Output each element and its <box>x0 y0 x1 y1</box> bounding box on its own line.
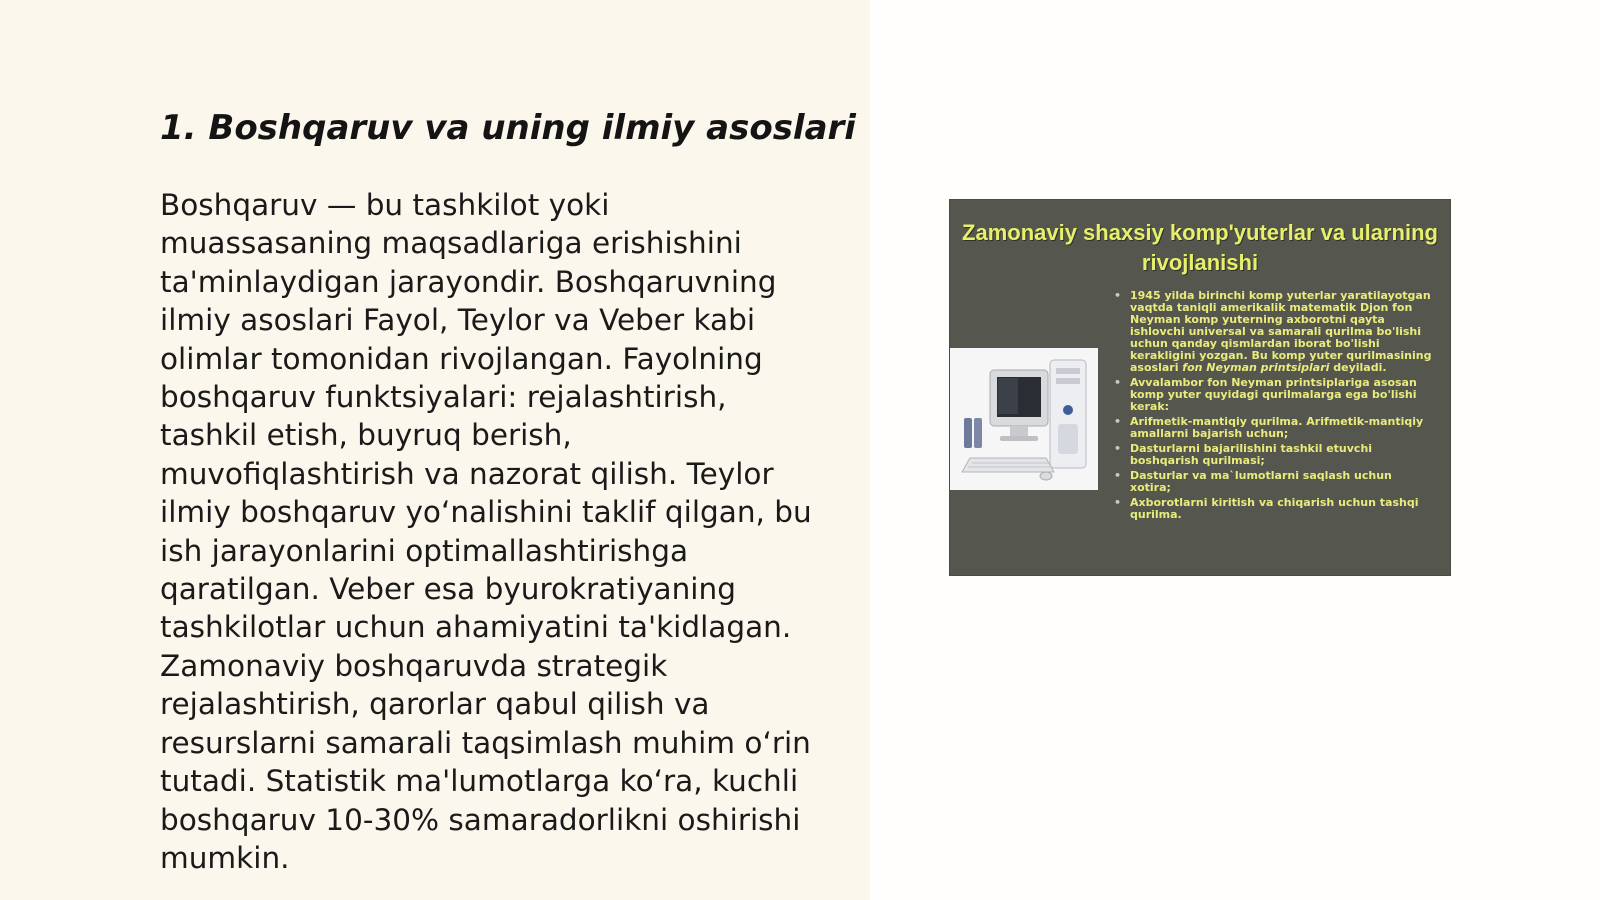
list-item: • 1945 yilda birinchi komp yuterlar yaratilayotgan vaqtda taniqli amerikalik matematik Djon fon Neyman komp yuterning axborotni qayta ishlovchi universal va samarali qurilma bo'lishi uchun qanday qismlardan iborat bo'lishi kerakligini yozgan. Bu komp yuter qurilmasining asoslari fon Neyman printsiplari deyiladi. <box>1112 290 1432 374</box>
list-item: • Dasturlarni bajarilishini tashkil etuvchi boshqarish qurilmasi; <box>1112 443 1432 467</box>
list-item: • Arifmetik-mantiqiy qurilma. Arifmetik-mantiqiy amallarni bajarish uchun; <box>1112 416 1432 440</box>
embedded-slide-bullets <box>1112 290 1432 524</box>
embedded-slide-title: Zamonaviy shaxsiy komp'yuterlar va ularning rivojlanishi <box>962 220 1438 275</box>
list-item: • Axborotlarni kiritish va chiqarish uchun tashqi qurilma. <box>1112 497 1432 521</box>
embedded-slide-image <box>950 200 1450 575</box>
list-item: • Avvalambor fon Neyman printsiplariga asosan komp yuter quyidagi qurilmalarga ega bo'lishi kerak: <box>1112 377 1432 413</box>
slide-title: 1. Boshqaruv va uning ilmiy asoslari <box>160 108 856 148</box>
list-item: • Dasturlar va ma`lumotlarni saqlash uchun xotira; <box>1112 470 1432 494</box>
desktop-computer-icon <box>950 348 1098 490</box>
slide-body-text: Boshqaruv — bu tashkilot yoki muassasaning maqsadlariga erishishini ta'minlaydigan jarayondir. Boshqaruvning ilmiy asoslari Fayol, Teylor va Veber kabi olimlar tomonidan rivojlangan. Fayolning boshqaruv funktsiyalari: rejalashtirish, tashkil etish, buyruq berish, muvofiqlashtirish va nazorat qilish. Teylor ilmiy boshqaruv yo‘nalishini taklif qilgan, bu ish jarayonlarini optimallashtirishga qaratilgan. Veber esa byurokratiyaning tashkilotlar uchun ahamiyatini ta'kidlagan. Zamonaviy boshqaruvda strategik rejalashtirish, qarorlar qabul qilish va resurslarni samarali taqsimlash muhim o‘rin tutadi. Statistik ma'lumotlarga ko‘ra, kuchli boshqaruv 10-30% samaradorlikni oshirishi mumkin. <box>160 188 812 875</box>
